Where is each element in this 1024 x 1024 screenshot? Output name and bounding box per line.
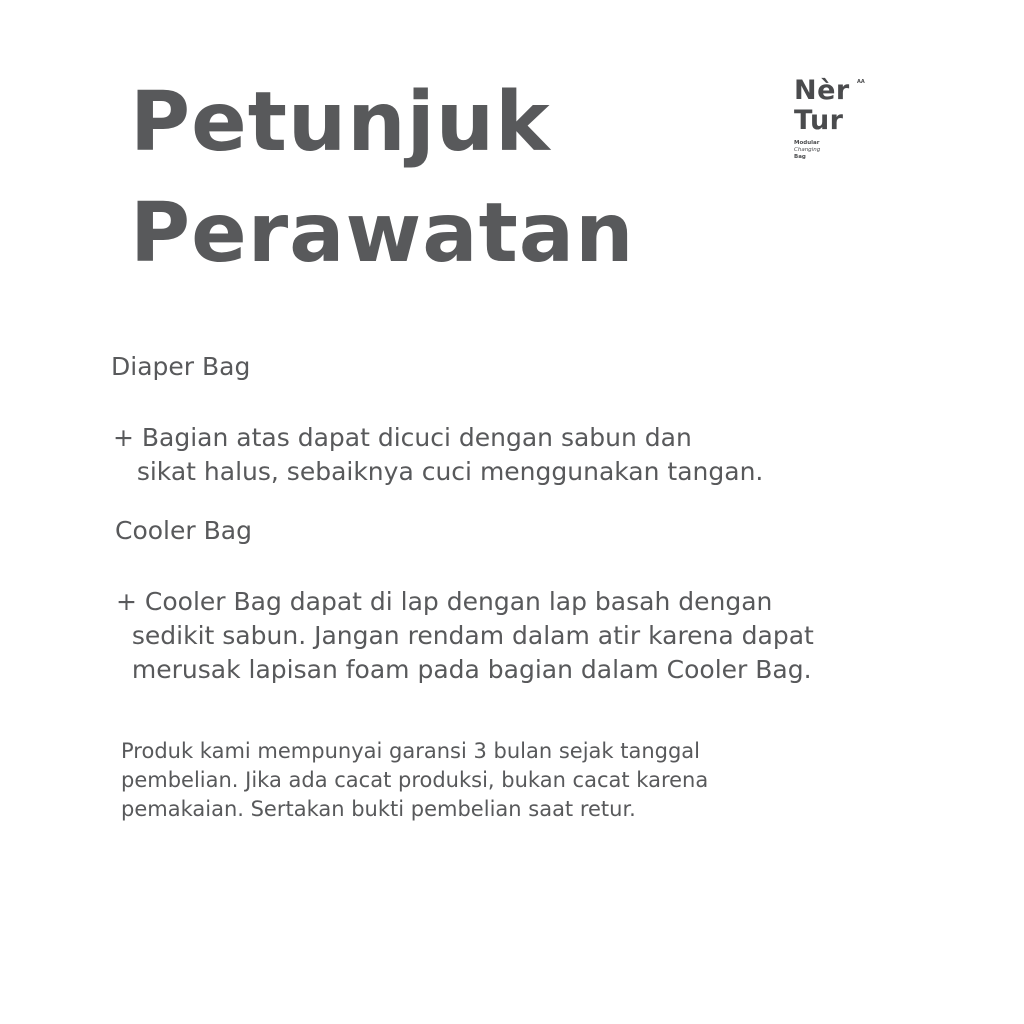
cooler-bag-instructions — [116, 585, 814, 687]
warranty-line-2: pembelian. Jika ada cacat produksi, bukan cacat karena — [121, 768, 709, 792]
warranty-note — [121, 737, 708, 824]
logo-word-tur: Tur — [794, 105, 844, 136]
warranty-line-3: pemakaian. Sertakan bukti pembelian saat retur. — [121, 797, 636, 821]
logo-subtitle-bag: Bag — [794, 154, 806, 160]
cooler-bag-line-1: + Cooler Bag dapat di lap dengan lap basah dengan — [116, 587, 773, 616]
diaper-bag-instructions — [113, 421, 763, 489]
cooler-bag-line-3: merusak lapisan foam pada bagian dalam Cooler Bag. — [116, 655, 812, 684]
logo-trademark-mark: AA — [857, 79, 865, 85]
logo-subtitle-changing: Changing — [794, 147, 821, 153]
diaper-bag-heading: Diaper Bag — [111, 352, 251, 381]
cooler-bag-line-2: sedikit sabun. Jangan rendam dalam atir karena dapat — [116, 621, 814, 650]
cooler-bag-heading: Cooler Bag — [115, 516, 252, 545]
brand-logo — [794, 76, 874, 161]
diaper-bag-line-2: sikat halus, sebaiknya cuci menggunakan tangan. — [113, 457, 764, 486]
logo-word-ner: Nèr — [794, 75, 850, 106]
diaper-bag-line-1: + Bagian atas dapat dicuci dengan sabun dan — [113, 423, 692, 452]
page-title-line-1: Petunjuk — [130, 75, 551, 170]
warranty-line-1: Produk kami mempunyai garansi 3 bulan sejak tanggal — [121, 739, 701, 763]
page-title-line-2: Perawatan — [130, 186, 635, 281]
logo-subtitle-modular: Modular — [794, 140, 820, 146]
